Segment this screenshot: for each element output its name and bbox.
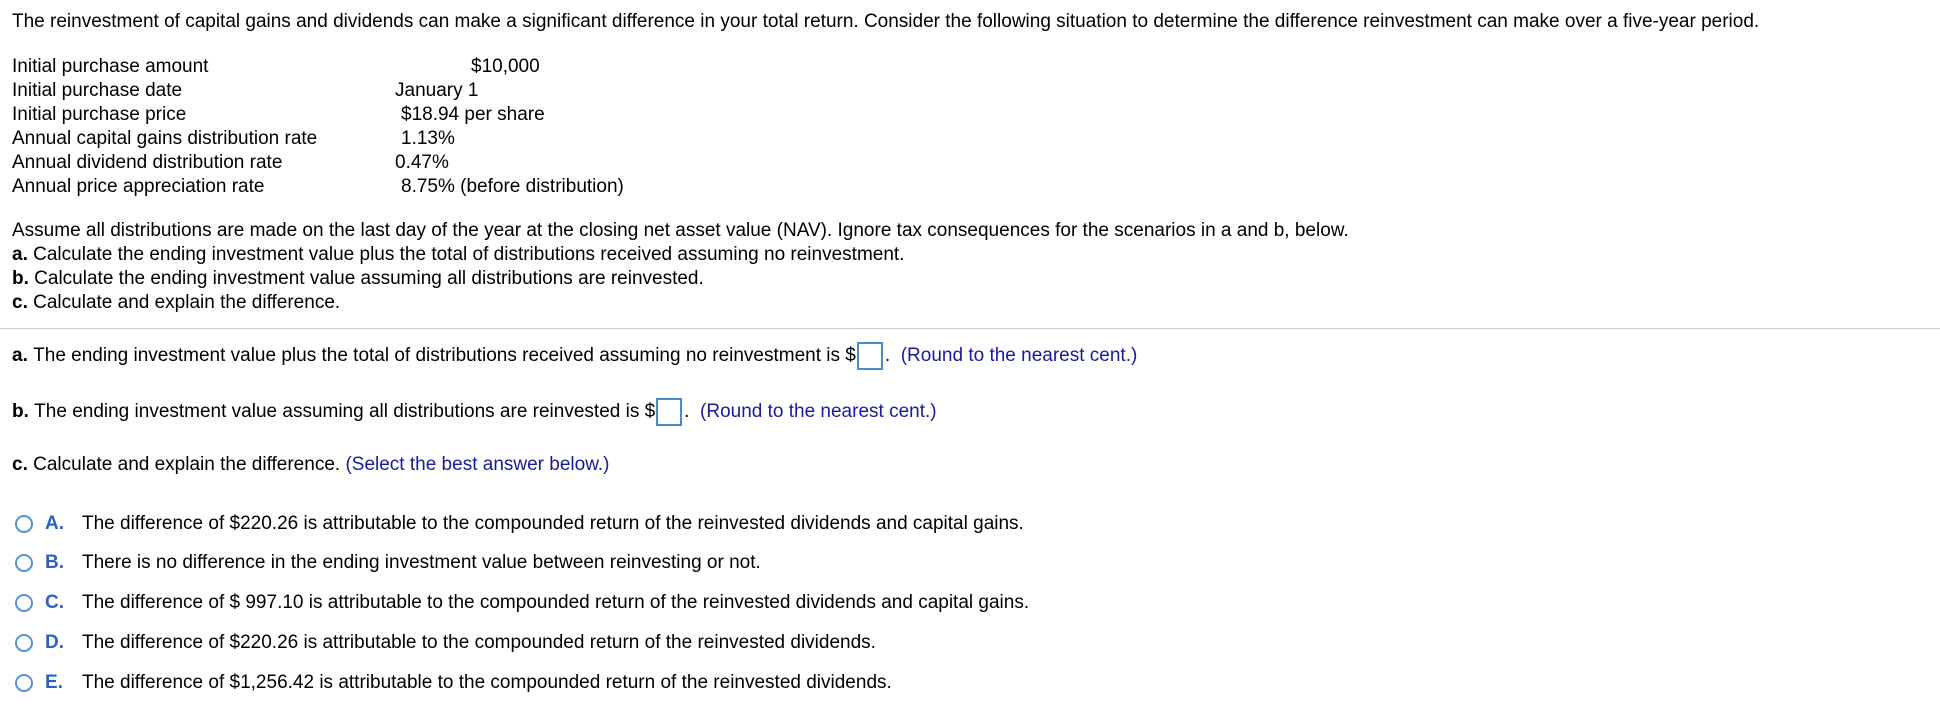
radio-button-icon[interactable] (15, 634, 33, 652)
question-b-hint: (Round to the nearest cent.) (700, 401, 937, 422)
question-a-text: The ending investment value plus the total of distributions received assuming no reinvestment is $ (33, 345, 856, 366)
question-b (12, 398, 937, 426)
option-d-letter: D. (45, 632, 64, 653)
option-a-letter: A. (45, 513, 64, 534)
option-b[interactable] (15, 551, 761, 575)
instruction-c (12, 291, 1349, 315)
option-d[interactable] (15, 631, 876, 655)
option-e[interactable] (15, 671, 892, 695)
question-a-hint: (Round to the nearest cent.) (900, 345, 1138, 366)
given-label: Annual capital gains distribution rate (12, 128, 318, 149)
given-value: 0.47% (395, 152, 449, 173)
section-divider (0, 328, 1940, 329)
given-value: 8.75% (before distribution) (401, 176, 624, 197)
instruction-a (12, 243, 1349, 267)
option-e-letter: E. (45, 672, 63, 693)
option-b-text: There is no difference in the ending investment value between reinvesting or not. (82, 552, 761, 573)
question-c-hint: (Select the best answer below.) (345, 454, 610, 475)
instruction-b-text: Calculate the ending investment value assuming all distributions are reinvested. (34, 268, 704, 289)
radio-button-icon[interactable] (15, 554, 33, 572)
given-value: $10,000 (471, 56, 540, 77)
given-label: Initial purchase date (12, 80, 183, 101)
option-c-text: The difference of $ 997.10 is attributable to the compounded return of the reinvested dividends and capital gains. (82, 592, 1030, 613)
given-label: Annual price appreciation rate (12, 176, 265, 197)
given-label: Initial purchase price (12, 104, 187, 125)
instruction-a-prefix: a. (12, 244, 28, 265)
question-a-prefix: a. (12, 345, 28, 366)
question-c-prefix: c. (12, 454, 28, 475)
instruction-b-prefix: b. (12, 268, 29, 289)
given-label: Annual dividend distribution rate (12, 152, 283, 173)
question-c-text: Calculate and explain the difference. (33, 454, 341, 475)
question-b-prefix: b. (12, 401, 29, 422)
instructions (12, 219, 1349, 315)
problem-intro: The reinvestment of capital gains and dividends can make a significant difference in your total return. Consider the following situation to determine the difference reinvestment can make over a five-year period. (12, 11, 1760, 32)
given-value: $18.94 per share (401, 104, 545, 125)
question-c (12, 453, 609, 477)
instruction-a-text: Calculate the ending investment value plus the total of distributions received assuming no reinvestment. (33, 244, 905, 265)
given-label: Initial purchase amount (12, 56, 209, 77)
instruction-c-prefix: c. (12, 292, 28, 313)
radio-button-icon[interactable] (15, 515, 33, 533)
option-e-text: The difference of $1,256.42 is attributable to the compounded return of the reinvested dividends. (82, 672, 892, 693)
instruction-c-text: Calculate and explain the difference. (33, 292, 341, 313)
radio-button-icon[interactable] (15, 594, 33, 612)
option-a-text: The difference of $220.26 is attributable to the compounded return of the reinvested dividends and capital gains. (82, 513, 1024, 534)
option-b-letter: B. (45, 552, 64, 573)
answer-a-input[interactable] (857, 342, 883, 370)
instruction-b (12, 267, 1349, 291)
question-a-period: . (884, 345, 891, 366)
given-value: January 1 (395, 80, 479, 101)
option-c[interactable] (15, 591, 1029, 615)
question-b-text: The ending investment value assuming all distributions are reinvested is $ (34, 401, 656, 422)
option-d-text: The difference of $220.26 is attributable to the compounded return of the reinvested dividends. (82, 632, 876, 653)
given-value: 1.13% (401, 128, 455, 149)
assumption-text: Assume all distributions are made on the last day of the year at the closing net asset value (NAV). Ignore tax consequences for the scenarios in a and b, below. (12, 220, 1349, 241)
question-a (12, 342, 1137, 370)
option-a[interactable] (15, 512, 1024, 536)
option-c-letter: C. (45, 592, 64, 613)
radio-button-icon[interactable] (15, 674, 33, 692)
answer-b-input[interactable] (656, 398, 682, 426)
question-b-period: . (684, 401, 690, 422)
